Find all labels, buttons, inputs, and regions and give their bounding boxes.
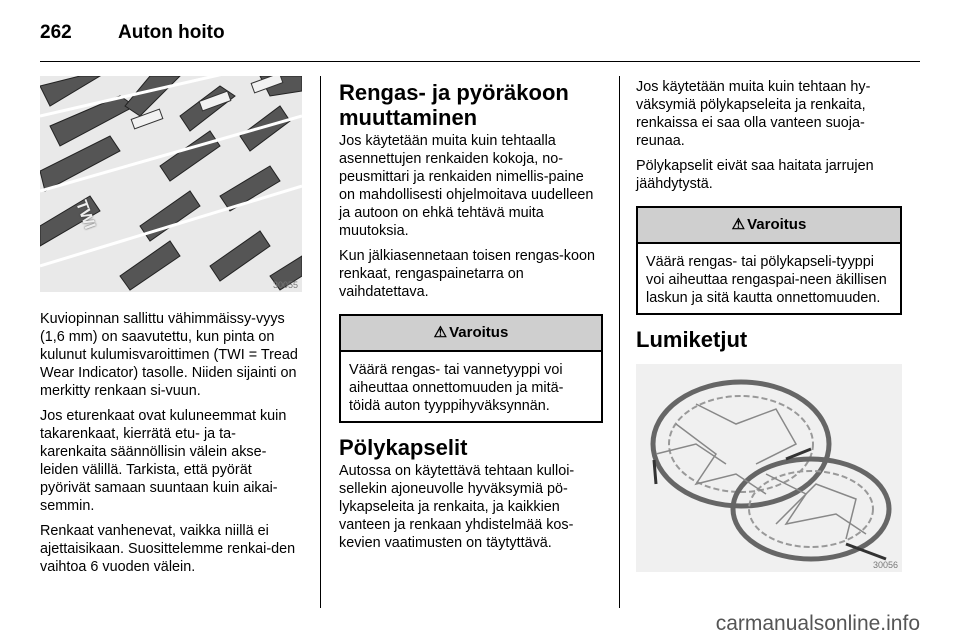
paragraph: Jos eturenkaat ovat kuluneemmat kuin takarenkaat, kierrätä etu- ja ta-karenkaita säännöllisin välein akse-leiden välillä. Tarkista, että pyörät pyörivät samaan suuntaan kuin aikai-semmin.: [40, 408, 287, 514]
tire-tread-drawing: [40, 76, 302, 292]
tire-tread-illustration: [40, 76, 302, 292]
column-2: [339, 80, 603, 559]
warning-box: [339, 314, 603, 423]
paragraph: Pölykapselit eivät saa haitata jarrujen jäähdytystä.: [636, 158, 874, 192]
warning-box: [636, 206, 902, 315]
paragraph: Kun jälkiasennetaan toisen rengas-koon renkaat, rengaspainetarra on vaihdatettava.: [339, 248, 596, 300]
column-3: [636, 78, 902, 572]
section-heading: Lumiketjut: [636, 327, 748, 352]
header-rule: [40, 61, 920, 62]
warning-triangle-icon: ⚠: [731, 216, 746, 233]
column-divider-2: [619, 76, 620, 608]
image-id: 30056: [872, 560, 898, 570]
warning-title: Varoitus: [449, 324, 509, 341]
watermark: carmanualsonline.info: [715, 612, 920, 635]
page-title: Auton hoito: [118, 22, 225, 43]
column-divider-1: [320, 76, 321, 608]
page-number: 262: [40, 22, 72, 43]
warning-text: Väärä rengas- tai pölykapseli-tyyppi voi aiheuttaa rengaspai-neen äkillisen laskun ja sitä kautta onnettomuuden.: [646, 254, 887, 306]
warning-header: [341, 316, 601, 352]
warning-text: Väärä rengas- tai vannetyyppi voi aiheuttaa onnettomuuden ja mitä-töidä auton tyyppihyväksynnän.: [349, 362, 564, 414]
section-heading: Rengas- ja pyöräkoon muuttaminen: [339, 80, 569, 130]
snow-chain-illustration: [636, 364, 902, 572]
paragraph: Jos käytetään muita kuin tehtaalla asennettujen renkaiden kokoja, no-peusmittari ja renkaiden nimellis-paine on mahdollisesti ohjelmoitava uudelleen ja autoon on ehkä tehtävä muita muutoksia.: [339, 133, 594, 239]
paragraph: Kuviopinnan sallittu vähimmäissy-vyys (1,6 mm) on saavutettu, kun pinta on kulunut kulumisvaroittimen (TWI = Tread Wear Indicator) tasolle. Niiden sijainti on merkitty renkaan si-vuun.: [40, 311, 298, 399]
warning-header: [638, 208, 900, 244]
paragraph: Autossa on käytettävä tehtaan kulloi-sellekin ajoneuvolle hyväksymiä pö-lykapseleita ja renkaita, ja kaikkien vanteen ja renkaan yhdistelmää kos-kevien vaatimusten on täytyttävä.: [339, 463, 575, 551]
warning-title: Varoitus: [747, 216, 807, 233]
twi-label: TWI: [72, 198, 99, 232]
paragraph: Renkaat vanhenevat, vaikka niillä ei ajettaisikaan. Suosittelemme renkai-den vaihtoa 6 vuoden välein.: [40, 523, 296, 575]
paragraph: Jos käytetään muita kuin tehtaan hy-väksymiä pölykapseleita ja renkaita, renkaissa ei saa olla vanteen suoja-reunaa.: [636, 79, 871, 149]
column-1: [40, 76, 302, 583]
image-id: 30055: [272, 280, 298, 290]
warning-triangle-icon: ⚠: [433, 324, 448, 341]
page-header: [40, 22, 225, 44]
section-heading: Pölykapselit: [339, 435, 468, 460]
snow-chain-drawing: [636, 364, 902, 572]
